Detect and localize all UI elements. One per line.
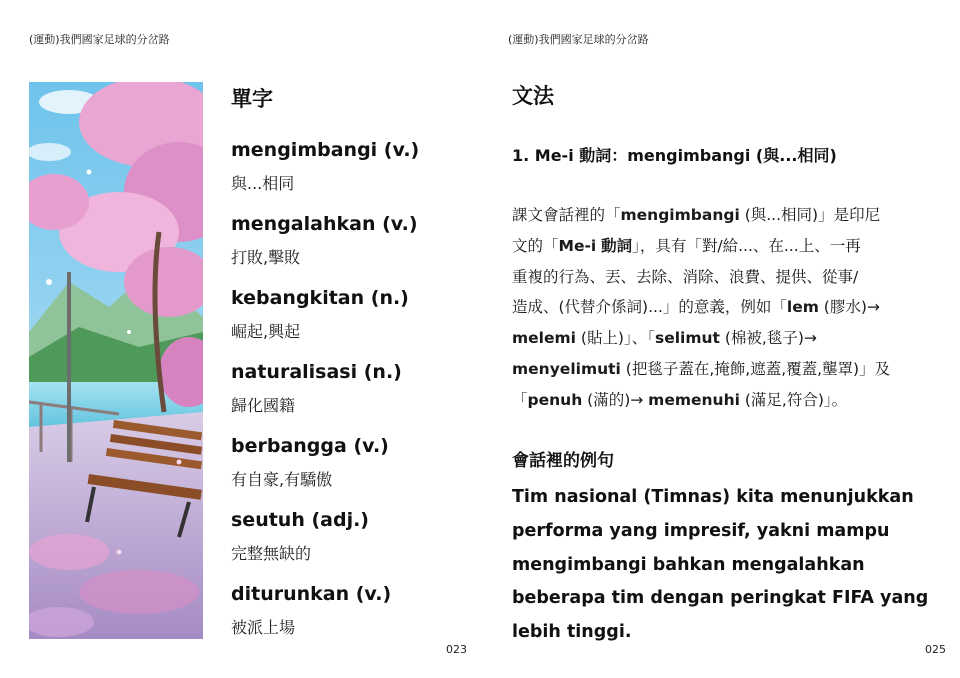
- vocab-item: [231, 581, 419, 655]
- vocab-word: mengimbangi (v.): [231, 139, 420, 161]
- cherry-blossom-illustration: [29, 82, 203, 639]
- grammar-keyword: lem: [786, 298, 819, 317]
- vocab-word: diturunkan (v.): [231, 583, 392, 605]
- vocab-item: [231, 507, 419, 581]
- vocab-heading: 單字: [231, 87, 273, 111]
- grammar-line: [512, 323, 952, 354]
- example-line: mengimbangi bahkan mengalahkan: [512, 554, 865, 575]
- example-line: performa yang impresif, yakni mampu: [512, 520, 890, 541]
- grammar-text: 「: [512, 390, 528, 409]
- grammar-keyword: Me-i: [558, 236, 597, 255]
- grammar-text: (滿的)→: [582, 390, 649, 409]
- vocab-meaning: 有自豪,有驕傲: [231, 470, 333, 489]
- vocab-item: [231, 359, 419, 433]
- vocab-meaning: 打敗,擊敗: [231, 248, 301, 267]
- vocab-item: [231, 285, 419, 359]
- vocab-word: seutuh (adj.): [231, 509, 369, 531]
- grammar-text: 造成、(代替介係詞)...」的意義，例如「: [512, 298, 787, 317]
- vocab-meaning: 完整無缺的: [231, 544, 312, 563]
- example-line: beberapa tim dengan peringkat FIFA yang: [512, 588, 929, 609]
- grammar-subheading: 1. Me-i 動詞：mengimbangi (與...相同): [512, 146, 837, 165]
- running-head: (運動)我們國家足球的分岔路: [29, 33, 170, 46]
- vocab-item: [231, 433, 419, 507]
- example-line: Tim nasional (Timnas) kita menunjukkan: [512, 487, 914, 507]
- page-number: 023: [446, 643, 467, 656]
- grammar-text: (棉被,毯子)→: [719, 329, 817, 348]
- vocab-meaning: 崛起,興起: [231, 322, 301, 341]
- vocab-item: [231, 211, 419, 285]
- grammar-keyword: menyelimuti: [512, 359, 621, 378]
- grammar-text: 」，具有「對/給...、在...上、一再: [632, 236, 861, 255]
- vocab-item: [231, 137, 419, 211]
- example-line: lebih tinggi.: [512, 622, 632, 643]
- grammar-keyword: mengimbangi: [620, 206, 740, 224]
- vocab-meaning: 與...相同: [231, 174, 295, 193]
- grammar-keyword: selimut: [654, 329, 720, 348]
- park-bench-scene-icon: [29, 82, 203, 639]
- running-head: (運動)我們國家足球的分岔路: [508, 33, 649, 46]
- grammar-text: (把毯子蓋在,掩飾,遮蓋,覆蓋,壟罩)」及: [620, 359, 891, 378]
- vocab-meaning: 歸化國籍: [231, 396, 296, 415]
- vocab-meaning: 被派上場: [231, 618, 296, 637]
- grammar-explanation: [512, 200, 952, 416]
- grammar-line: [512, 292, 952, 323]
- grammar-line: [512, 200, 952, 231]
- page-number: 025: [925, 643, 946, 656]
- example-heading: 會話裡的例句: [512, 451, 614, 471]
- grammar-text: (與...相同)」是印尼: [739, 206, 881, 224]
- grammar-line: [512, 354, 952, 385]
- example-sentence: [512, 481, 952, 650]
- grammar-line: [512, 231, 952, 262]
- grammar-text: (貼上)」、「: [575, 329, 655, 348]
- vocab-list: [231, 137, 419, 655]
- grammar-keyword: melemi: [512, 329, 576, 348]
- grammar-keyword: 動詞: [601, 236, 633, 255]
- grammar-line: [512, 385, 952, 416]
- grammar-text: 重複的行為、丟、去除、消除、浪費、提供、從事/: [512, 267, 859, 286]
- grammar-text: (滿足,符合)」。: [739, 390, 848, 409]
- grammar-text: 課文會話裡的「: [512, 206, 621, 224]
- vocab-word: mengalahkan (v.): [231, 213, 418, 235]
- right-page: [480, 0, 960, 678]
- grammar-keyword: memenuhi: [648, 390, 740, 409]
- vocab-word: berbangga (v.): [231, 435, 389, 457]
- grammar-text: (膠水)→: [818, 298, 880, 317]
- vocab-word: naturalisasi (n.): [231, 361, 402, 383]
- grammar-heading: 文法: [512, 84, 554, 108]
- grammar-line: [512, 262, 952, 293]
- grammar-text: 文的「: [512, 236, 559, 255]
- grammar-keyword: penuh: [527, 390, 583, 409]
- vocab-word: kebangkitan (n.): [231, 287, 409, 309]
